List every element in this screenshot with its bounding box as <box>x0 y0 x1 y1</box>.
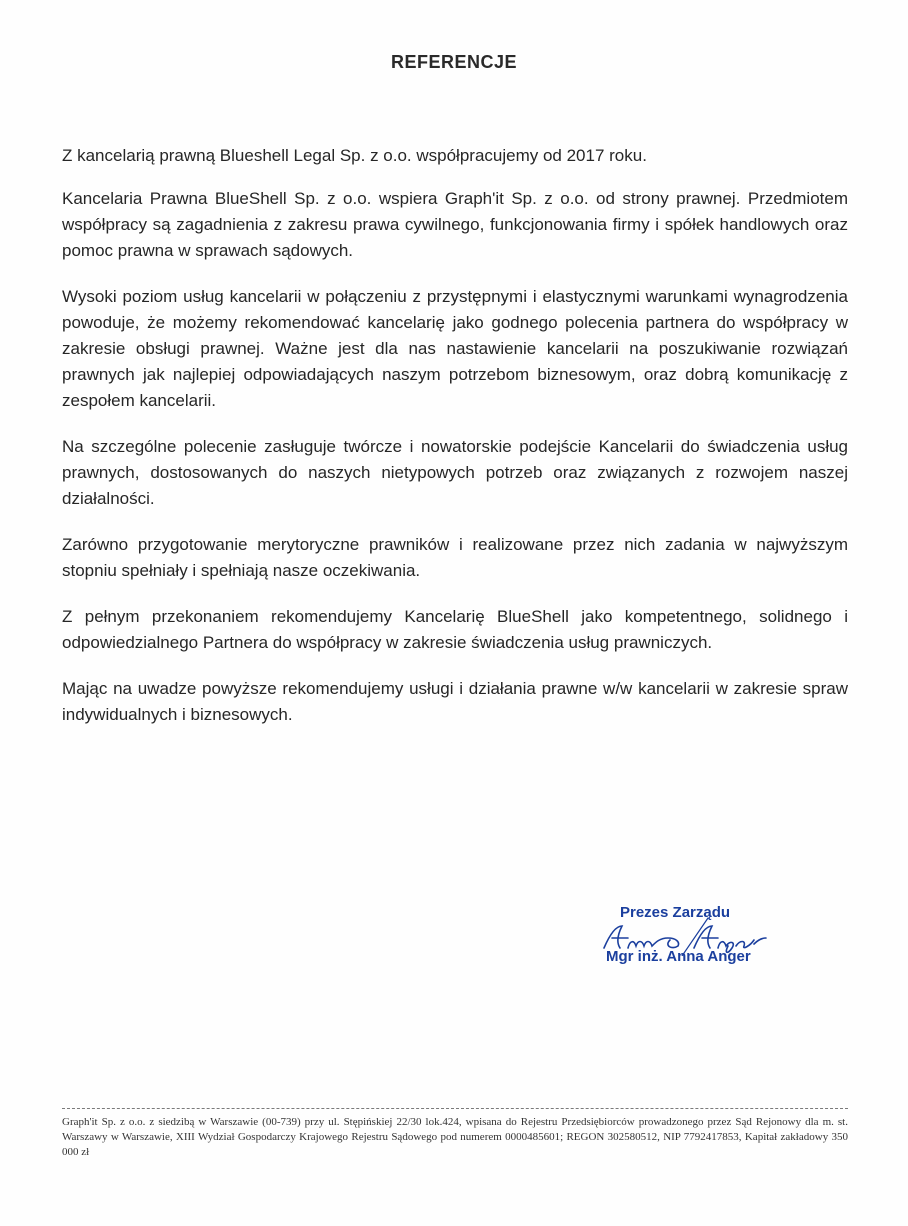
paragraph-4: Na szczególne polecenie zasługuje twórcze i nowatorskie podejście Kancelarii do świadczenia usług prawnych, dostosowanych do naszych nietypowych potrzeb oraz związanych z rozwojem naszej działalności. <box>62 437 848 508</box>
paragraph-6: Z pełnym przekonaniem rekomendujemy Kancelarię BlueShell jako kompetentnego, solidnego i odpowiedzialnego Partnera do współpracy w zakresie świadczenia usług prawniczych. <box>62 607 848 652</box>
document-body <box>62 143 848 748</box>
paragraph-7: Mając na uwadze powyższe rekomendujemy usługi i działania prawne w/w kancelarii w zakresie spraw indywidualnych i biznesowych. <box>62 679 848 724</box>
paragraph-5: Zarówno przygotowanie merytoryczne prawników i realizowane przez nich zadania w najwyższym stopniu spełniały i spełniają nasze oczekiwania. <box>62 535 848 580</box>
footer-divider <box>62 1108 848 1109</box>
paragraph-1: Z kancelarią prawną Blueshell Legal Sp. z o.o. współpracujemy od 2017 roku. <box>62 146 647 165</box>
paragraph-2: Kancelaria Prawna BlueShell Sp. z o.o. wspiera Graph'it Sp. z o.o. od strony prawnej. Przedmiotem współpracy są zagadnienia z zakresu prawa cywilnego, funkcjonowania firmy i spółek handlowych oraz pomoc prawna w sprawach sądowych. <box>62 189 848 260</box>
document-title: REFERENCJE <box>390 52 518 72</box>
company-footer: Graph'it Sp. z o.o. z siedzibą w Warszawie (00-739) przy ul. Stępińskiej 22/30 lok.424, wpisana do Rejestru Przedsiębiorców prowadzonego przez Sąd Rejonowy dla m. st. Warszawy w Warszawie, XIII Wydział Gospodarczy Krajowego Rejestru Sądowego pod numerem 0000485601; REGON 302580512, NIP 7792417853, Kapitał zakładowy 350 000 zł <box>62 1116 848 1158</box>
signature-stamp <box>598 896 798 986</box>
paragraph-3: Wysoki poziom usług kancelarii w połączeniu z przystępnymi i elastycznymi warunkami wynagrodzenia powoduje, że możemy rekomendować kancelarię jako godnego polecenia partnera do współpracy w zakresie obsługi prawnej. Ważne jest dla nas nastawienie kancelarii na poszukiwanie rozwiązań prawnych jak najlepiej odpowiadających naszym potrzebom biznesowym, oraz dobrą komunikację z zespołem kancelarii. <box>62 287 848 410</box>
signature-name: Mgr inż. Anna Anger <box>606 948 751 965</box>
signature-role: Prezes Zarządu <box>620 904 731 921</box>
